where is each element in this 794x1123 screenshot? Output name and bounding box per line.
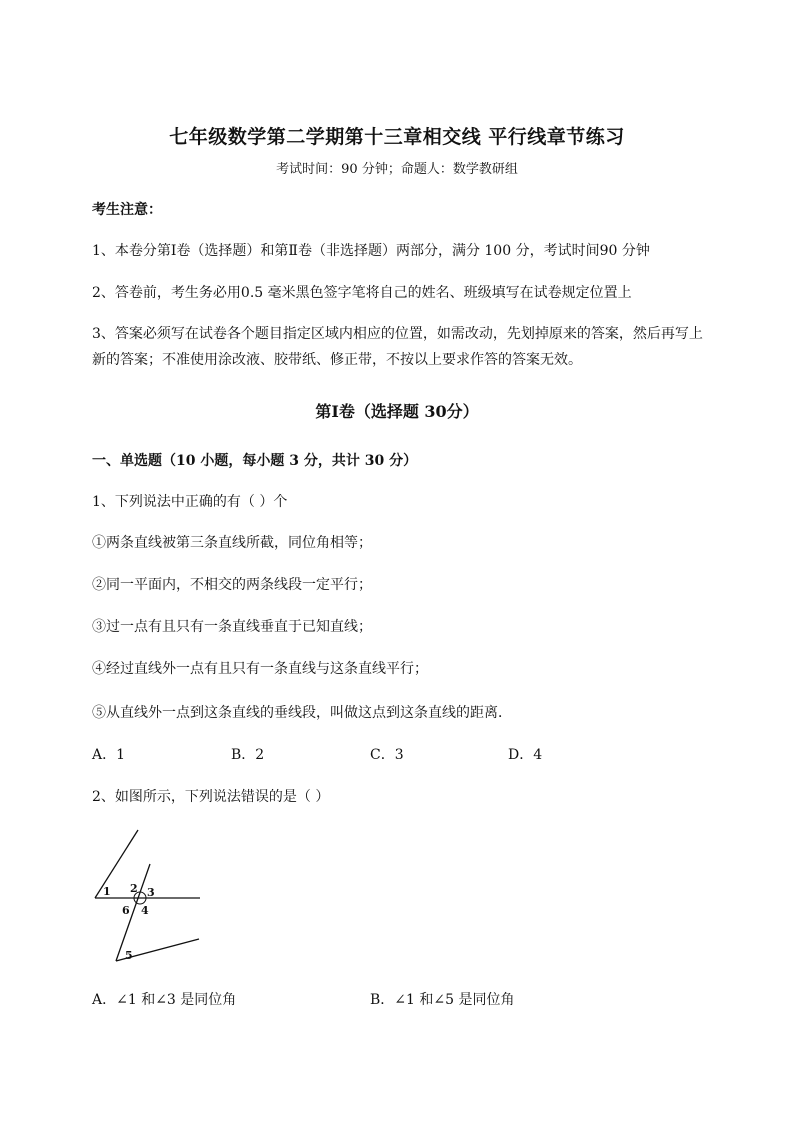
q1-option-c[interactable]: C．3 <box>370 747 404 763</box>
notice-item-1: 1、本卷分第Ⅰ卷（选择题）和第Ⅱ卷（非选择题）两部分，满分 100 分，考试时间90 分钟 <box>92 243 650 259</box>
angle-label-6: 6 <box>122 904 130 917</box>
q1-option-a[interactable]: A．1 <box>92 747 126 763</box>
notice-heading: 考生注意： <box>92 202 162 218</box>
part-heading: 一、单选题（10 小题，每小题 3 分，共计 30 分） <box>92 453 418 469</box>
q1-statement-3: ③过一点有且只有一条直线垂直于已知直线； <box>92 619 372 635</box>
q1-statement-5: ⑤从直线外一点到这条直线的垂线段，叫做这点到这条直线的距离． <box>92 705 512 721</box>
angle-label-2: 2 <box>130 882 138 895</box>
exam-title: 七年级数学第二学期第十三章相交线 平行线章节练习 <box>169 126 625 148</box>
angle-label-3: 3 <box>147 886 155 899</box>
section-title: 第Ⅰ卷（选择题 30分） <box>315 402 479 421</box>
question-1-stem: 1、下列说法中正确的有（ ）个 <box>92 494 288 510</box>
q1-statement-4: ④经过直线外一点有且只有一条直线与这条直线平行； <box>92 661 428 677</box>
q1-statement-2: ②同一平面内，不相交的两条线段一定平行； <box>92 577 372 593</box>
notice-item-2: 2、答卷前，考生务必用0.5 毫米黑色签字笔将自己的姓名、班级填写在试卷规定位置上 <box>92 285 632 301</box>
angle-label-1: 1 <box>103 885 111 898</box>
q1-option-b[interactable]: B．2 <box>231 747 265 763</box>
question-2-stem: 2、如图所示，下列说法错误的是（ ） <box>92 789 330 805</box>
angle-figure <box>88 828 218 968</box>
exam-subtitle: 考试时间：90 分钟；命题人：数学教研组 <box>276 162 518 177</box>
q1-statement-1: ①两条直线被第三条直线所截，同位角相等； <box>92 535 372 551</box>
q2-option-b[interactable]: B．∠1 和∠5 是同位角 <box>370 992 515 1008</box>
q2-option-a[interactable]: A．∠1 和∠3 是同位角 <box>92 992 237 1008</box>
q1-option-d[interactable]: D．4 <box>508 747 543 763</box>
angle-label-4: 4 <box>141 904 149 917</box>
notice-item-3: 3、答案必须写在试卷各个题目指定区域内相应的位置，如需改动，先划掉原来的答案，然后再写上新的答案；不准使用涂改液、胶带纸、修正带，不按以上要求作答的答案无效。 <box>92 326 703 368</box>
angle-label-5: 5 <box>125 949 133 962</box>
